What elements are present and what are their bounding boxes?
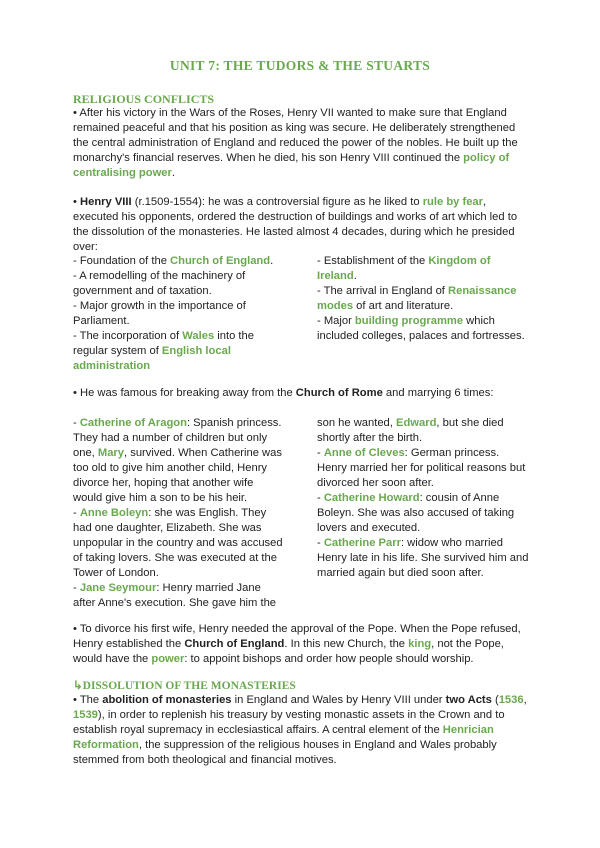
achievements-left-column [73,254,283,374]
paragraph-henry-vii: • After his victory in the Wars of the Roses, Henry VII wanted to make sure that England remained peaceful and that his position as king was secure. He deliberately strengthened the central administration of England and reduced the power of the nobles. He built up the monarchy's financial reserves. When he died, his son Henry VIII continued the policy of centralising power. [73,107,518,179]
list-item: - Anne of Cleves: German princess. Henry married her for political reasons but divorced her soon after. [317,447,526,489]
paragraph-church-of-england: • To divorce his first wife, Henry needed the approval of the Pope. When the Pope refused, Henry established the Church of England. In this new Church, the king, not the Pope, would have the power: to appoint bishops and order how people should worship. [73,623,521,665]
list-item: - Anne Boleyn: she was English. They had one daughter, Elizabeth. She was unpopular in the country and was accused of taking lovers. She was executed at the Tower of London. [73,507,283,579]
achievements-right-column [317,254,529,344]
paragraph-six-wives: • He was famous for breaking away from the Church of Rome and marrying 6 times: [73,387,494,399]
list-item: - Major growth in the importance of Parliament. [73,300,246,327]
section-heading-dissolution: ↳DISSOLUTION OF THE MONASTERIES [73,680,296,692]
list-item: - Establishment of the Kingdom of Ireland. [317,255,491,282]
paragraph-dissolution: • The abolition of monasteries in England and Wales by Henry VIII under two Acts (1536, 1539), in order to replenish his treasury by vesting monastic assets in the Crown and to establish royal supremacy in ecclesiastical affairs. A central element of the Henrician Reformation, the suppression of the religious houses in England and Wales probably stemmed from both theological and financial motives. [73,694,527,766]
list-item: - The arrival in England of Renaissance modes of art and literature. [317,285,517,312]
list-item: - Foundation of the Church of England. [73,255,274,267]
paragraph-henry-viii: • Henry VIII (r.1509-1554): he was a controversial figure as he liked to rule by fear, executed his opponents, ordered the destruction of buildings and works of art which led to the dissolution of the monasteries. He lasted almost 4 decades, during which he presided over: [73,196,518,253]
list-item: - Catherine Howard: cousin of Anne Boleyn. She was also accused of taking lovers and executed. [317,492,515,534]
page-title: UNIT 7: THE TUDORS & THE STUARTS [169,58,431,73]
list-item: - Catherine of Aragon: Spanish princess. They had a number of children but only one, Mary, survived. When Catherine was too old to give him another child, Henry divorce her, hoping that another wife would give him a son to be his heir. [73,417,282,504]
wives-left-column [73,416,285,611]
list-item: - A remodelling of the machinery of government and of taxation. [73,270,246,297]
list-item: - The incorporation of Wales into the regular system of English local administration [73,330,254,372]
list-item: - Catherine Parr: widow who married Henry late in his life. She survived him and married again but died soon after. [317,537,529,579]
wives-right-column [317,416,529,581]
section-heading-religious-conflicts: RELIGIOUS CONFLICTS [73,92,215,106]
list-item: - Major building programme which included colleges, palaces and fortresses. [317,315,525,342]
list-item: son he wanted, Edward, but she died shortly after the birth. [317,417,504,444]
list-item: - Jane Seymour: Henry married Jane after Anne's execution. She gave him the [73,582,277,609]
